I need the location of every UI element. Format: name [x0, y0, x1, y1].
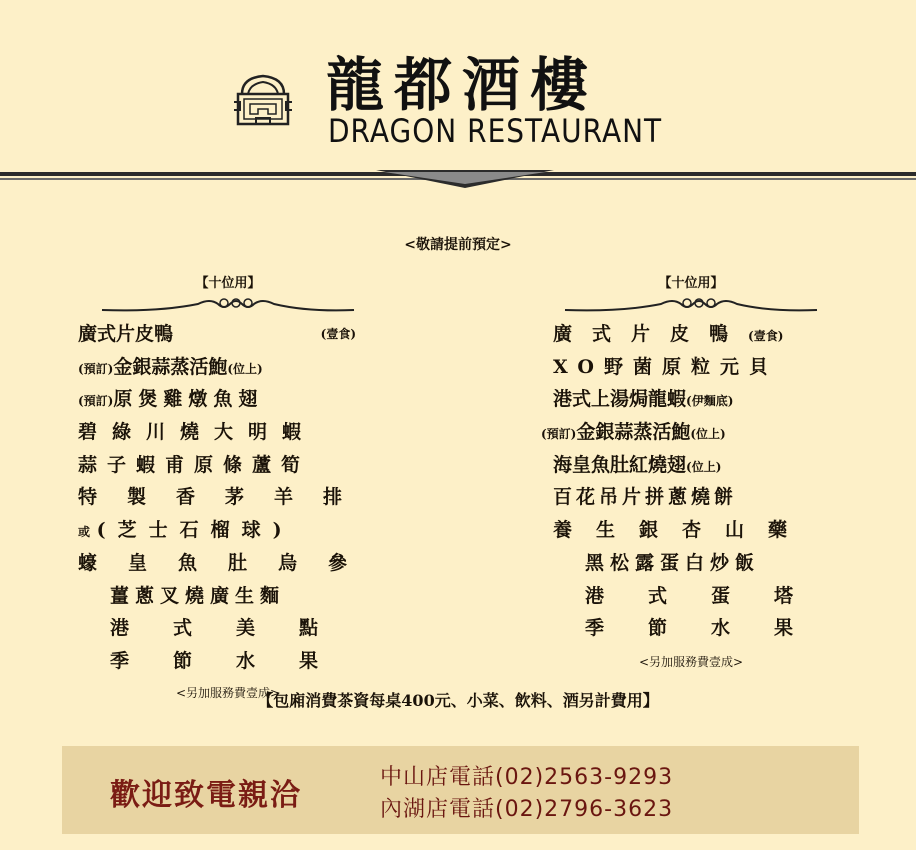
menu-item: 廣式片皮鴨(壹食) [553, 323, 784, 345]
menu-item: 或 (芝士石榴球) [78, 519, 294, 542]
reservation-note: <敬請提前預定> [404, 237, 512, 253]
phone-neihu[interactable]: 內湖店電話(02)2796-3623 [380, 797, 674, 822]
menu-item: 季節水果 [110, 649, 363, 672]
flourish-ornament-icon [98, 290, 358, 316]
service-charge-note: <另加服務費壹成> [175, 685, 281, 700]
private-room-notice: 【包廂消費茶資每桌400元、小菜、飲料、酒另計費用】 [257, 691, 659, 710]
dragon-emblem-icon [232, 72, 294, 130]
menu-item: 季節水果 [585, 617, 838, 640]
menu-item: 港式上湯焗龍蝦(伊麵底) [553, 388, 734, 411]
menu-item: XO野菌原粒元貝 [553, 355, 778, 378]
menu-item: 養生銀杏山藥 [553, 519, 812, 542]
menu-item: 港式美點 [110, 617, 363, 640]
contact-band [62, 746, 859, 834]
menu-right [541, 272, 841, 670]
menu-left [78, 272, 378, 701]
menu-item: 黑松露蛋白炒飯 [585, 551, 761, 574]
menu-item: 港式蛋塔 [585, 584, 838, 607]
service-charge-note: <另加服務費壹成> [638, 654, 744, 669]
down-arrow-icon [376, 170, 554, 188]
menu-item: 海皇魚肚紅燒翅(位上) [553, 453, 722, 476]
menu-item: 蠔皇魚肚烏參 [78, 551, 379, 574]
menu-left-heading: 【十位用】 [195, 276, 261, 291]
brand-name-chinese: 龍都酒樓 [326, 51, 599, 119]
brand-name-english: DRAGON RESTAURANT [328, 112, 663, 150]
menu-item: 碧綠川燒大明蝦 [78, 421, 317, 444]
phone-zhongshan[interactable]: 中山店電話(02)2563-9293 [380, 765, 674, 790]
menu-item: 蒜子蝦甫原條蘆筍 [78, 453, 311, 476]
menu-item: (預訂)金銀蒜蒸活鮑(位上) [541, 421, 726, 444]
menu-item: 廣式片皮鴨 (壹食) [78, 323, 356, 345]
welcome-text: 歡迎致電親洽 [110, 778, 302, 813]
menu-item: 特製香茅羊排 [78, 486, 373, 509]
flourish-ornament-icon [561, 290, 821, 316]
menu-right-heading: 【十位用】 [658, 276, 724, 291]
menu-item: 薑蔥叉燒廣生麵 [110, 584, 286, 607]
menu-item: (預訂)金銀蒜蒸活鮑(位上) [78, 355, 263, 378]
header [0, 0, 916, 190]
menu-item: (預訂)原煲雞燉魚翅 [78, 388, 264, 411]
menu-item: 百花吊片拼蔥燒餅 [553, 486, 738, 509]
